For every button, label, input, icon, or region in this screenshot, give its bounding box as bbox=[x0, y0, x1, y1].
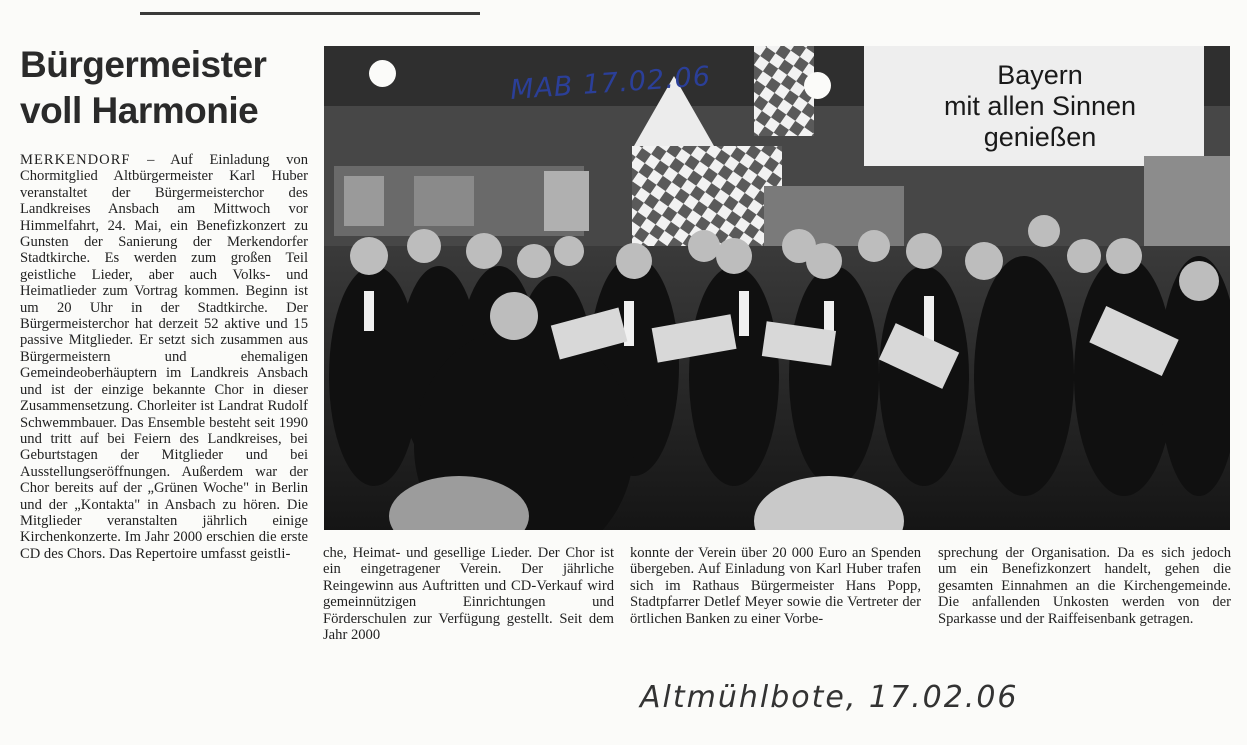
punch-hole-right bbox=[804, 72, 831, 99]
article-headline bbox=[20, 42, 310, 134]
body-text-1: – Auf Einladung von Chormitglied Altbürgermeister Karl Huber veranstaltet der Bürgermeisterchor des Landkreises Ansbach am Mittwoch vor Himmelfahrt, 24. Mai, ein Benefizkonzert zu Gunsten der Sanierung der Merkendorfer Stadtkirche. Es werden zum großen Teil geistliche Lieder, aber auch Volks- und Heimatlieder zum Vortrag kommen. Beginn ist um 20 Uhr in der Stadtkirche. Der Bürgermeisterchor hat derzeit 52 aktive und 15 passive Mitglieder. Er setzt sich zusammen aus Bürgermeistern und ehemaligen Gemeindeoberhäuptern im Landkreis Ansbach und ist der einzige bekannte Chor in dieser Zusammensetzung. Chorleiter ist Landrat Rudolf Schwemmbauer. Das Ensemble besteht seit 1990 und tritt auf bei Feiern des Landkreises, bei Geburtstagen der Mitglieder und bei Ausstellungseröffnungen. Außerdem war der Chor bereits auf der „Grünen Woche" in Berlin und der „Kontakta" in Ansbach zu hören. Die Mitglieder veranstalten jährlich einige Kirchenkonzerte. Im Jahr 2000 erschien die erste CD des Chors. Das Repertoire umfasst geistli- bbox=[20, 152, 308, 562]
banner-line-1: Bayern bbox=[997, 60, 1083, 90]
article-column-2: che, Heimat- und gesellige Lieder. Der Chor ist ein eingetragener Verein. Der jährliche Reingewinn aus Auftritten und CD-Verkauf wird gemeinnützigen Einrichtungen und Förderschulen zur Verfügung gestellt. Seit dem Jahr 2000 bbox=[323, 545, 614, 644]
article-column-4: sprechung der Organisation. Da es sich jedoch um ein Benefizkonzert handelt, gehen die gesamten Einnahmen an die Kirchengemeinde. Die anfallenden Unkosten werden von der Sparkasse und der Raiffeisenbank getragen. bbox=[938, 545, 1231, 627]
headline-line-2: voll Harmonie bbox=[20, 90, 259, 131]
article-column-3: konnte der Verein über 20 000 Euro an Spenden übergeben. Auf Einladung von Karl Huber trafen sich im Rathaus Bürgermeister Hans Popp, Stadtpfarrer Detlef Meyer sowie die Vertreter der örtlichen Banken zu einer Vorbe- bbox=[630, 545, 921, 627]
punch-hole-left bbox=[369, 60, 396, 87]
top-rule bbox=[140, 12, 480, 15]
banner-sign bbox=[890, 60, 1190, 153]
banner-line-3: genießen bbox=[983, 122, 1097, 152]
banner-line-2: mit allen Sinnen bbox=[943, 91, 1137, 121]
choir-photo bbox=[324, 46, 1230, 530]
headline-line-1: Bürgermeister bbox=[20, 44, 267, 85]
article-column-1 bbox=[20, 152, 308, 562]
dateline: MERKENDORF bbox=[20, 152, 131, 168]
handwritten-source: Altmühlbote, 17.02.06 bbox=[640, 680, 1019, 715]
handwritten-note: MAB 17.02.06 bbox=[509, 61, 712, 106]
